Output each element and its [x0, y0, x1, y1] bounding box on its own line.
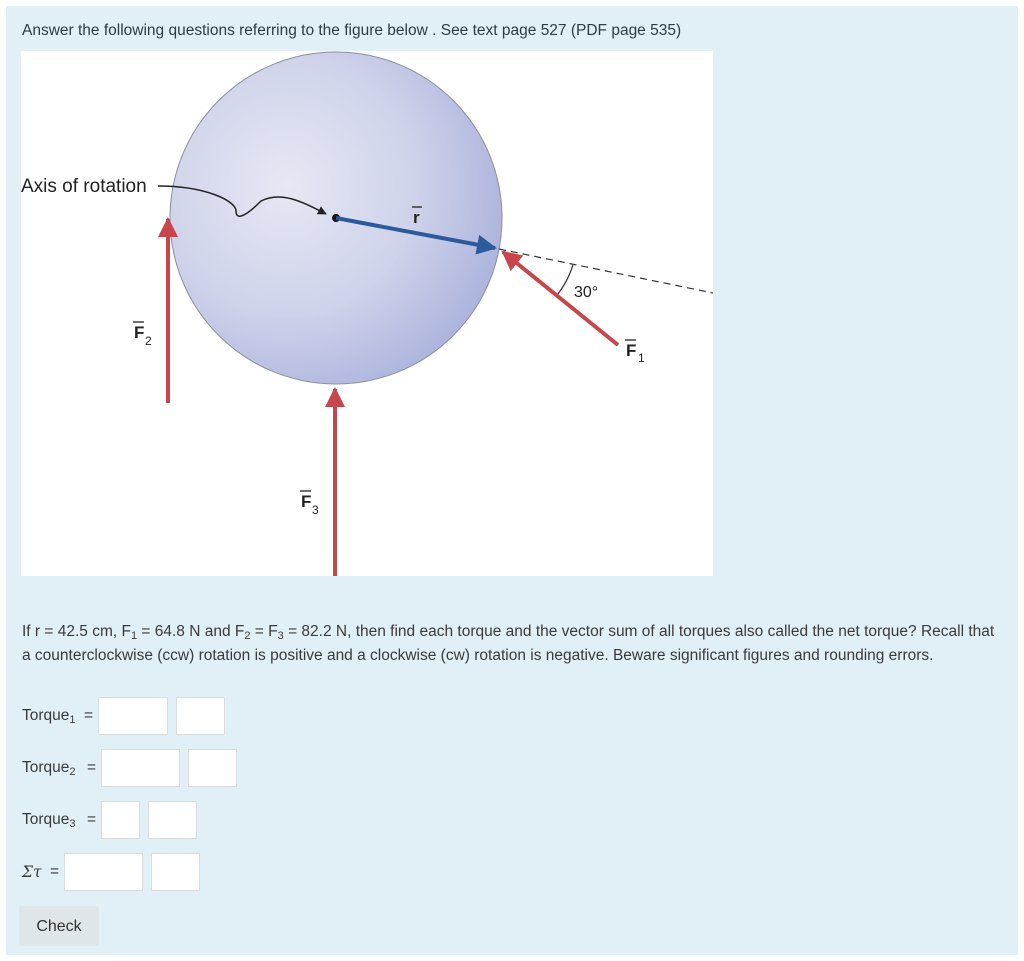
r-label: r: [413, 208, 420, 227]
f2-subscript: 2: [145, 334, 152, 348]
torque-3-label-text: Torque: [22, 811, 70, 828]
f2-label-group: [133, 322, 152, 348]
reference-dashed-line: [499, 249, 713, 293]
intro-text: Answer the following questions referring to the figure below . See text page 527 (PDF page 535): [22, 22, 682, 39]
torque-3-equals: =: [87, 811, 97, 828]
check-button[interactable]: Check: [19, 906, 99, 946]
torque-1-value-input[interactable]: [98, 697, 168, 735]
torque-1-equals: =: [84, 707, 94, 724]
torque-2-unit-input[interactable]: [188, 749, 237, 787]
torque-diagram: [21, 51, 713, 576]
net-torque-row: [22, 853, 242, 893]
angle-arc: [557, 265, 573, 295]
torque-1-unit-input[interactable]: [176, 697, 225, 735]
f3-label: F: [301, 492, 312, 511]
net-torque-equals: =: [50, 863, 60, 880]
angle-label: 30°: [574, 284, 599, 301]
f1-subscript: 1: [638, 351, 645, 365]
problem-sub-1: 1: [130, 630, 138, 642]
net-torque-label: Στ: [22, 863, 42, 881]
torque-2-label: [22, 759, 76, 777]
problem-text-part-2: = 64.8 N and F: [137, 623, 245, 640]
f2-label: F: [134, 323, 145, 342]
torque-3-subscript: 3: [69, 818, 76, 830]
torque-3-unit-input[interactable]: [148, 801, 197, 839]
f1-label: F: [626, 341, 637, 360]
problem-sub-3: 3: [277, 630, 284, 642]
torque-2-equals: =: [87, 759, 97, 776]
torque-3-row: [22, 801, 242, 841]
net-torque-unit-input[interactable]: [151, 853, 200, 891]
torque-2-value-input[interactable]: [101, 749, 180, 787]
torque-3-label: [22, 811, 76, 829]
f3-label-group: [300, 491, 319, 517]
torque-2-row: [22, 749, 242, 789]
problem-text-part-1: If r = 42.5 cm, F: [22, 623, 131, 640]
force-arrow-f1: [503, 252, 618, 345]
torque-1-subscript: 1: [69, 714, 76, 726]
f1-label-group: [625, 340, 645, 365]
torque-figure: [21, 51, 713, 576]
torque-2-subscript: 2: [69, 766, 76, 778]
problem-statement: [22, 620, 997, 668]
torque-3-value-input[interactable]: [101, 801, 140, 839]
torque-1-row: [22, 697, 242, 737]
net-torque-value-input[interactable]: [64, 853, 143, 891]
torque-1-label-text: Torque: [22, 707, 70, 724]
problem-sub-2: 2: [244, 630, 251, 642]
torque-1-label: [22, 707, 76, 725]
f3-subscript: 3: [312, 503, 319, 517]
torque-2-label-text: Torque: [22, 759, 70, 776]
axis-of-rotation-label: Axis of rotation: [21, 176, 147, 197]
problem-text-part-3: = F: [250, 623, 278, 640]
problem-text-part-4: = 82.2 N, then find each torque and the vector sum of all torques also called the net torque? Recall that a counterclockwise (ccw) rotation is positive and a clockwise (cw) rotation is negative. Beware significant figures and rounding errors.: [22, 623, 995, 664]
